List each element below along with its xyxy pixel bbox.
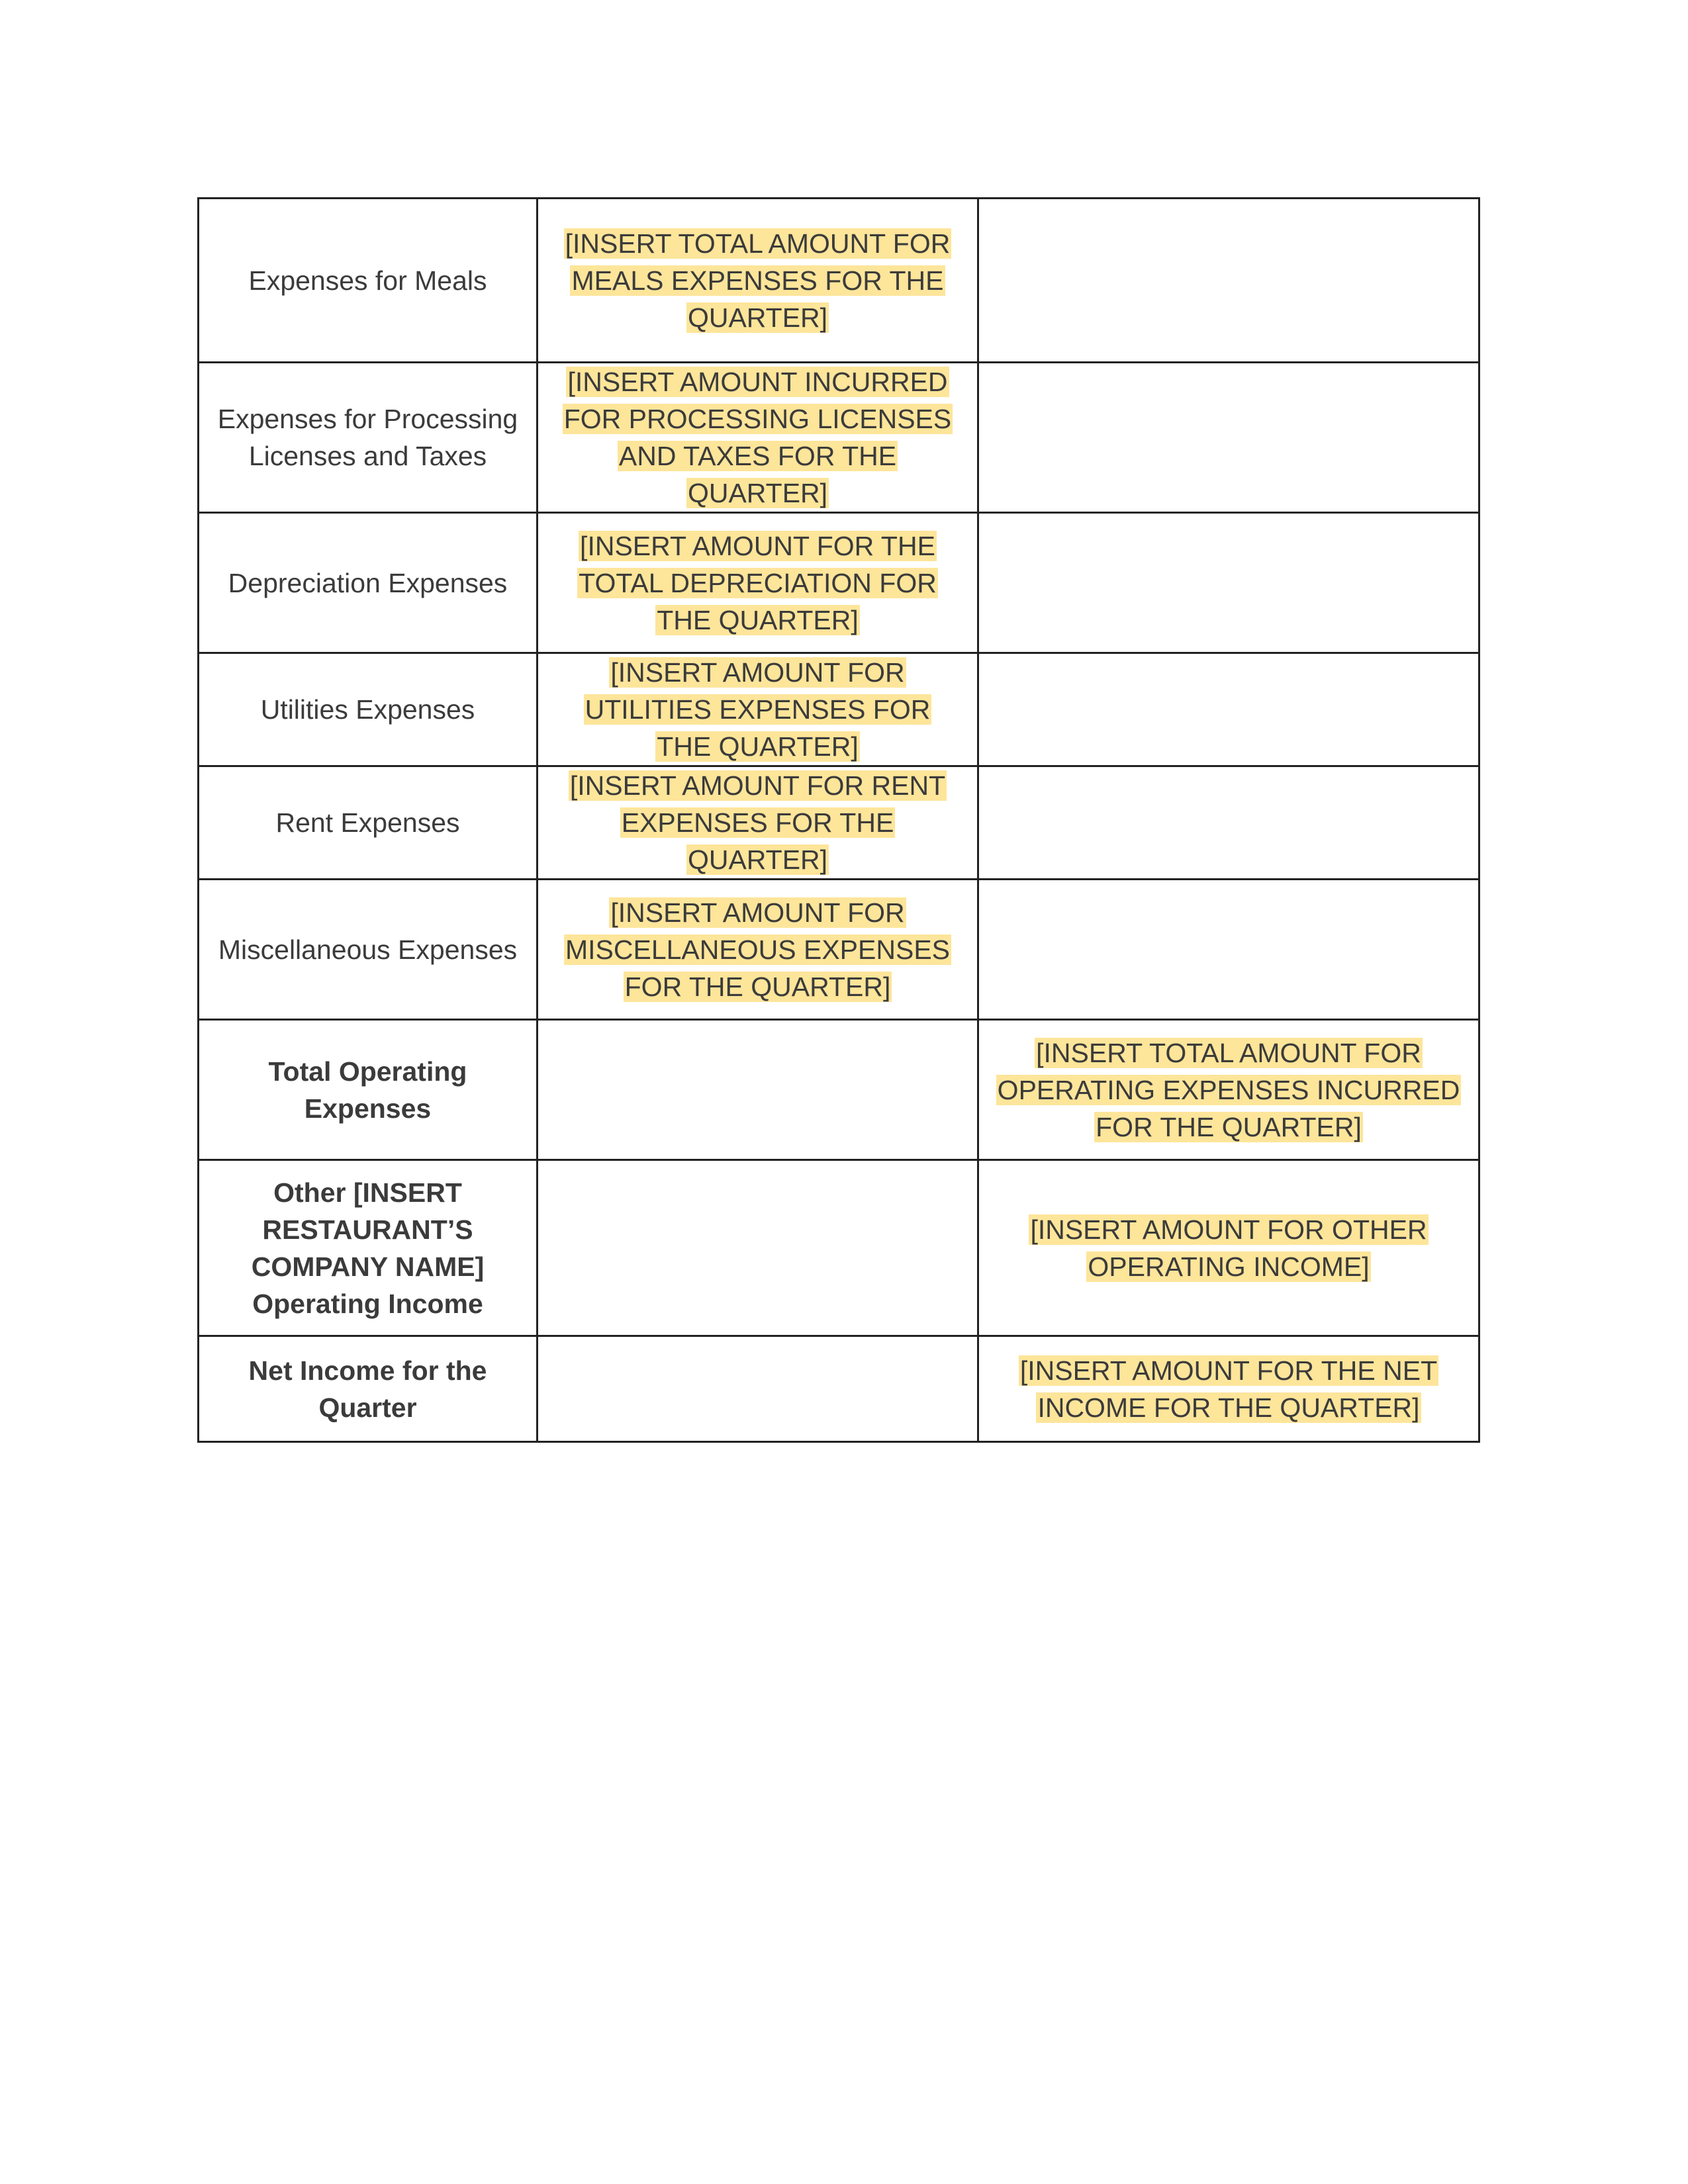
table-row — [199, 1160, 1479, 1336]
placeholder-total-operating-expenses: [INSERT TOTAL AMOUNT FOR OPERATING EXPENSES INCURRED FOR THE QUARTER] — [997, 1037, 1460, 1142]
row-label-licenses: Expenses for Processing Licenses and Taxes — [199, 363, 538, 513]
income-statement-table — [197, 197, 1480, 1443]
total-cell-miscellaneous — [978, 880, 1479, 1020]
row-label-meals: Expenses for Meals — [199, 199, 538, 363]
placeholder-meals-amount: [INSERT TOTAL AMOUNT FOR MEALS EXPENSES FOR THE QUARTER] — [565, 228, 951, 333]
amount-cell-depreciation — [538, 513, 978, 653]
placeholder-rent-amount: [INSERT AMOUNT FOR RENT EXPENSES FOR THE QUARTER] — [569, 770, 946, 875]
row-label-net-income: Net Income for the Quarter — [199, 1336, 538, 1442]
total-cell-licenses — [978, 363, 1479, 513]
table-row — [199, 1336, 1479, 1442]
row-label-rent: Rent Expenses — [199, 766, 538, 880]
table-row — [199, 653, 1479, 766]
table-row — [199, 199, 1479, 363]
amount-cell-other-operating-income — [538, 1160, 978, 1336]
total-cell-meals — [978, 199, 1479, 363]
total-cell-depreciation — [978, 513, 1479, 653]
placeholder-licenses-amount: [INSERT AMOUNT INCURRED FOR PROCESSING LICENSES AND TAXES FOR THE QUARTER] — [563, 367, 952, 508]
total-cell-total-operating-expenses — [978, 1020, 1479, 1160]
placeholder-net-income: [INSERT AMOUNT FOR THE NET INCOME FOR THE QUARTER] — [1019, 1355, 1438, 1423]
total-cell-net-income — [978, 1336, 1479, 1442]
amount-cell-total-operating-expenses — [538, 1020, 978, 1160]
placeholder-miscellaneous-amount: [INSERT AMOUNT FOR MISCELLANEOUS EXPENSES FOR THE QUARTER] — [565, 897, 951, 1002]
row-label-other-operating-income: Other [INSERT RESTAURANT’S COMPANY NAME] Operating Income — [199, 1160, 538, 1336]
amount-cell-licenses — [538, 363, 978, 513]
table-row — [199, 1020, 1479, 1160]
amount-cell-net-income — [538, 1336, 978, 1442]
table-row — [199, 363, 1479, 513]
amount-cell-miscellaneous — [538, 880, 978, 1020]
row-label-total-operating-expenses: Total Operating Expenses — [199, 1020, 538, 1160]
row-label-utilities: Utilities Expenses — [199, 653, 538, 766]
amount-cell-rent — [538, 766, 978, 880]
total-cell-rent — [978, 766, 1479, 880]
table-row — [199, 880, 1479, 1020]
row-label-miscellaneous: Miscellaneous Expenses — [199, 880, 538, 1020]
placeholder-depreciation-amount: [INSERT AMOUNT FOR THE TOTAL DEPRECIATION FOR THE QUARTER] — [579, 530, 937, 635]
amount-cell-meals — [538, 199, 978, 363]
placeholder-other-operating-income: [INSERT AMOUNT FOR OTHER OPERATING INCOME] — [1030, 1214, 1427, 1282]
amount-cell-utilities — [538, 653, 978, 766]
placeholder-utilities-amount: [INSERT AMOUNT FOR UTILITIES EXPENSES FOR THE QUARTER] — [585, 657, 931, 762]
total-cell-utilities — [978, 653, 1479, 766]
table-row — [199, 766, 1479, 880]
row-label-depreciation: Depreciation Expenses — [199, 513, 538, 653]
table-row — [199, 513, 1479, 653]
total-cell-other-operating-income — [978, 1160, 1479, 1336]
